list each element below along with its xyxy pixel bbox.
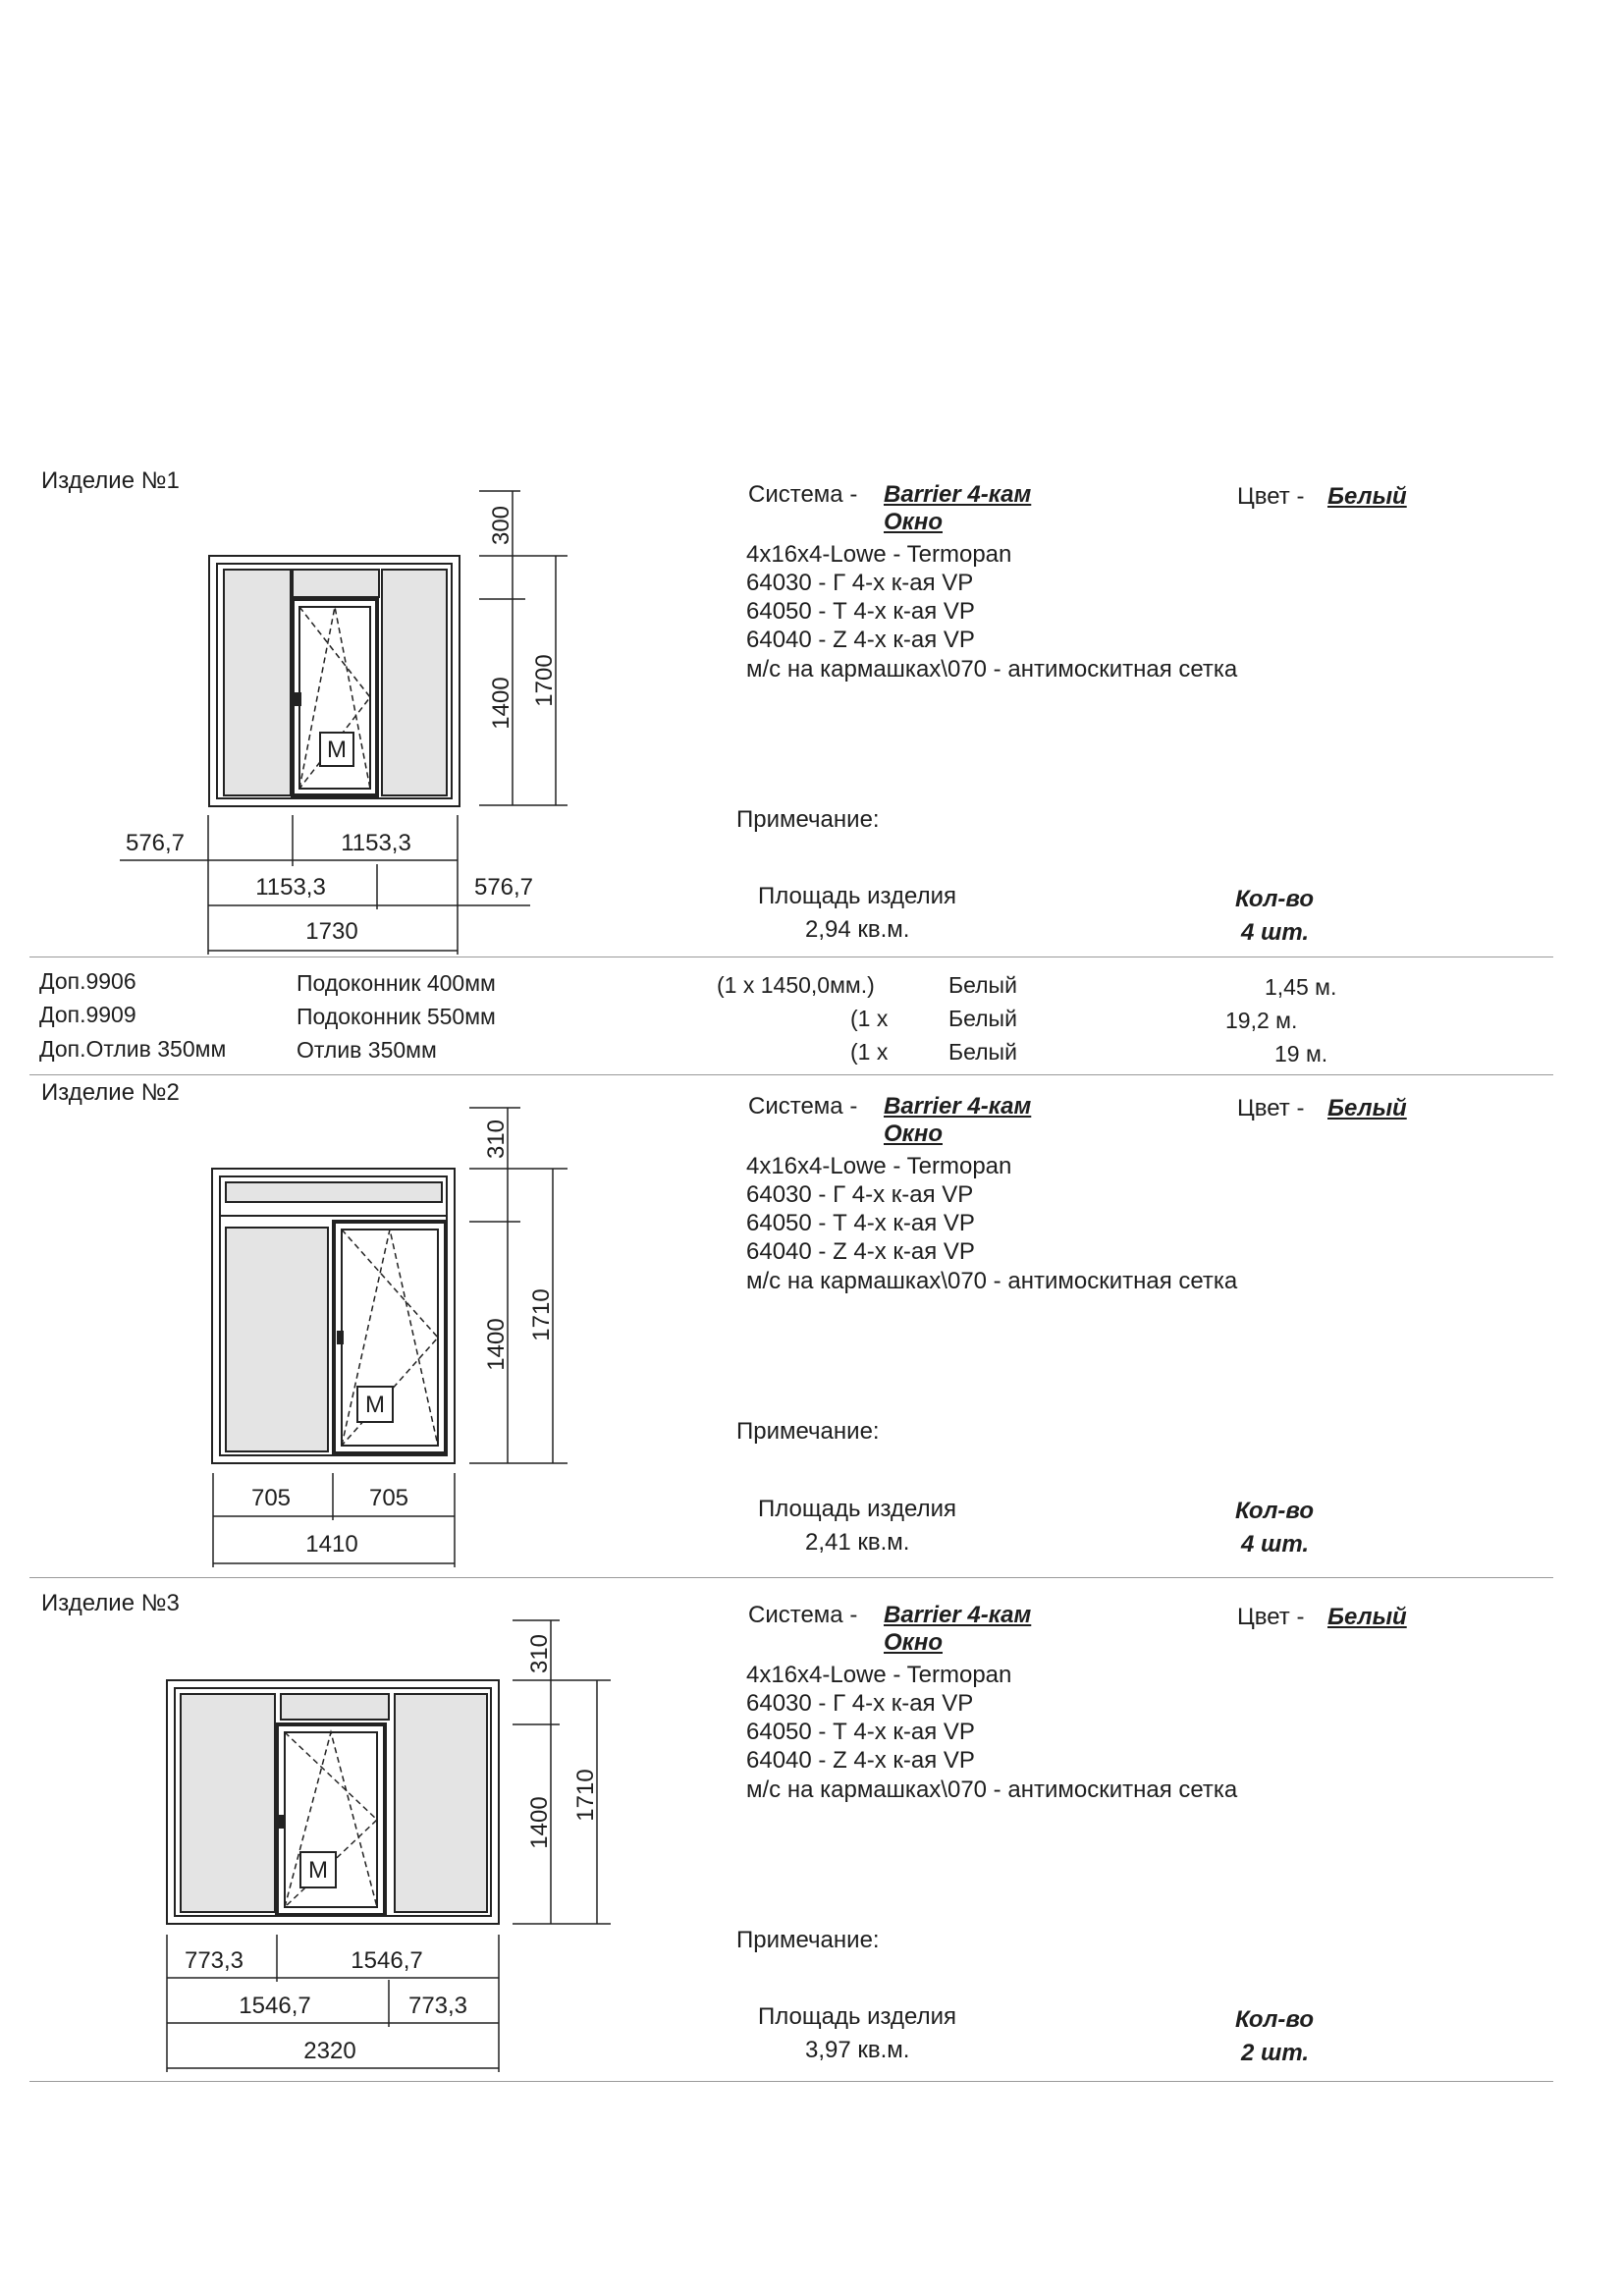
extra-amount: 1,45 м. [1265,974,1337,1000]
extra-qty: (1 x 1450,0мм.) [717,972,875,998]
qty-value: 4 шт. [1241,1531,1310,1558]
spec-line: м/с на кармашках\070 - антимоскитная сетка [746,1268,1238,1294]
extra-color: Белый [948,1039,1017,1065]
spec-line: 64050 - Т 4-х к-ая VP [746,1719,975,1745]
qty-label: Кол-во [1235,2006,1314,2033]
dim-row1-left: 773,3 [184,1947,244,1974]
dim-total-height: 1710 [528,1288,555,1341]
system-label: Система - [748,1602,858,1628]
glass-pane-top [281,1694,389,1720]
color-value: Белый [1327,1095,1407,1121]
dim-row2-right: 576,7 [473,874,534,901]
product-title: Изделие №1 [41,467,180,494]
dim-row1-left: 576,7 [125,830,186,856]
area-label: Площадь изделия [758,2003,956,2030]
extra-qty: (1 x [850,1039,889,1065]
color-label: Цвет - [1237,1095,1305,1121]
qty-label: Кол-во [1235,886,1314,912]
divider [29,2081,1553,2082]
dim-row1-right: 1153,3 [341,830,411,856]
dim-total-width: 1730 [305,918,358,945]
system-label: Система - [748,481,858,508]
dim-row1-right: 1546,7 [351,1947,423,1974]
spec-line: 64040 - Z 4-х к-ая VP [746,627,975,653]
dim-row2-left: 1153,3 [255,874,326,901]
dim-top-height: 310 [526,1633,553,1674]
product-title: Изделие №3 [41,1590,180,1616]
system-label: Система - [748,1093,858,1120]
color-value: Белый [1327,483,1407,510]
extra-name: Подоконник 550мм [297,1004,496,1029]
sash-mark: М [327,737,347,763]
spec-line: 64050 - Т 4-х к-ая VP [746,598,975,625]
area-label: Площадь изделия [758,1496,956,1522]
sash-mark: М [365,1392,385,1418]
area-value: 2,94 кв.м. [805,916,910,943]
extra-qty: (1 x [850,1006,889,1031]
glass-pane-left [181,1694,275,1912]
extra-code: Доп.9909 [39,1002,136,1027]
spec-line: 64050 - Т 4-х к-ая VP [746,1210,975,1236]
note-label: Примечание: [736,806,880,833]
color-value: Белый [1327,1604,1407,1630]
dim-top-height: 300 [488,505,514,546]
dim-total-height: 1710 [572,1769,599,1822]
extra-color: Белый [948,1006,1017,1031]
dim-row2-right: 773,3 [407,1993,468,2019]
dim-sash-height: 1400 [483,1318,510,1371]
dim-row1-left: 705 [250,1485,292,1511]
extra-code: Доп.9906 [39,968,136,994]
spec-line: 64030 - Г 4-х к-ая VP [746,570,974,596]
color-label: Цвет - [1237,1604,1305,1630]
spec-line: 64030 - Г 4-х к-ая VP [746,1690,974,1717]
dim-row1-right: 705 [368,1485,409,1511]
dim-sash-height: 1400 [526,1796,553,1849]
dim-total-width: 1410 [305,1531,358,1558]
spec-line: 4х16х4-Lowe - Termopan [746,1153,1012,1179]
extra-color: Белый [948,972,1017,998]
color-label: Цвет - [1237,483,1305,510]
dim-row2-left: 1546,7 [239,1993,311,2019]
dim-sash-height: 1400 [488,677,514,730]
spec-line: м/с на кармашках\070 - антимоскитная сетка [746,656,1238,683]
note-label: Примечание: [736,1927,880,1953]
product-type: Окно [884,509,943,535]
area-label: Площадь изделия [758,883,956,909]
area-value: 3,97 кв.м. [805,2037,910,2063]
note-label: Примечание: [736,1418,880,1445]
dim-top-height: 310 [483,1119,510,1160]
handle [280,1816,285,1828]
dim-total-width: 2320 [303,2038,356,2064]
product-type: Окно [884,1121,943,1147]
spec-line: 4х16х4-Lowe - Termopan [746,1662,1012,1688]
qty-value: 4 шт. [1241,919,1310,946]
extra-amount: 19,2 м. [1225,1008,1298,1033]
extra-name: Отлив 350мм [297,1037,437,1063]
spec-line: 4х16х4-Lowe - Termopan [746,541,1012,568]
spec-line: м/с на кармашках\070 - антимоскитная сетка [746,1777,1238,1803]
dim-total-height: 1700 [531,654,558,707]
spec-line: 64040 - Z 4-х к-ая VP [746,1238,975,1265]
extra-amount: 19 м. [1274,1041,1328,1066]
glass-pane-right [395,1694,487,1912]
system-value: Barrier 4-кам [884,1093,1032,1120]
extra-name: Подоконник 400мм [297,970,496,996]
sash-mark: М [308,1857,328,1884]
extra-code: Доп.Отлив 350мм [39,1036,227,1062]
spec-line: 64030 - Г 4-х к-ая VP [746,1181,974,1208]
spec-line: 64040 - Z 4-х к-ая VP [746,1747,975,1774]
system-value: Barrier 4-кам [884,481,1032,508]
area-value: 2,41 кв.м. [805,1529,910,1556]
qty-value: 2 шт. [1241,2040,1310,2066]
product-title: Изделие №2 [41,1079,180,1106]
system-value: Barrier 4-кам [884,1602,1032,1628]
product-type: Окно [884,1629,943,1656]
qty-label: Кол-во [1235,1498,1314,1524]
